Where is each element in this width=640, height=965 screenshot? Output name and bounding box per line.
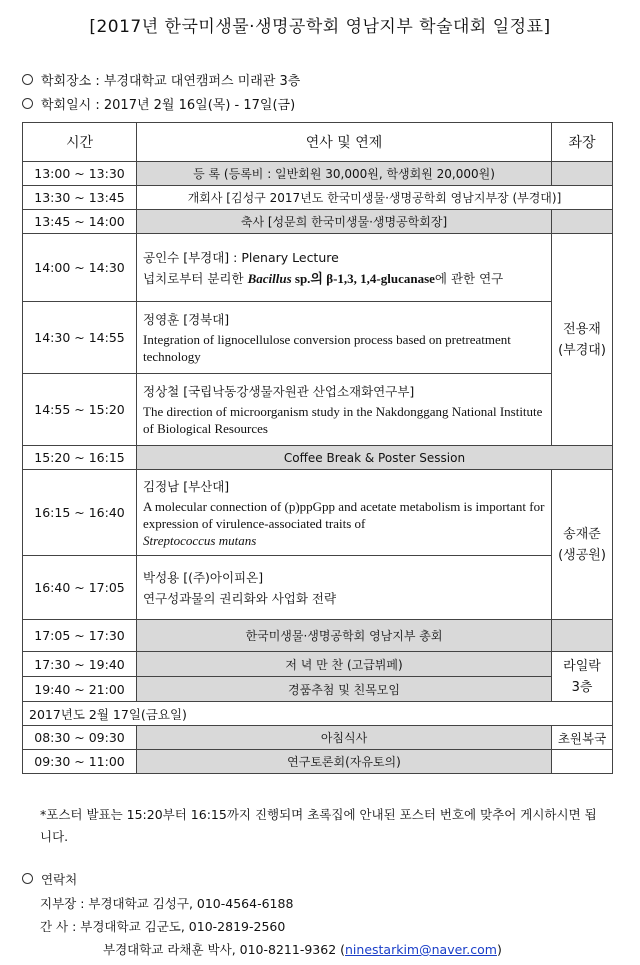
table-row — [23, 726, 613, 750]
table-row — [23, 210, 613, 234]
page-title: [2017년 한국미생물·생명공학회 영남지부 학술대회 일정표] — [89, 17, 551, 37]
dates-line — [22, 94, 295, 113]
venue-floor: 3층 — [571, 679, 593, 695]
venue-text: 학회장소 : 부경대학교 대연캠퍼스 미래관 3층 — [41, 74, 301, 89]
event-cell: 등 록 (등록비 : 일반회원 30,000원, 학생회원 20,000원) — [137, 162, 552, 186]
table-row — [23, 750, 613, 774]
chair-cell: 초원복국 — [552, 726, 613, 750]
contact-line-end: ) — [496, 942, 502, 957]
table-row — [23, 620, 613, 652]
talk-cell — [137, 374, 552, 446]
chair-name: 송재준 — [563, 526, 601, 542]
contact-line-text: 부경대학교 라채훈 박사, 010-8211-9362 ( — [103, 942, 345, 957]
talk-title-italic: Bacillus — [247, 271, 292, 286]
event-cell: 한국미생물·생명공학회 영남지부 총회 — [137, 620, 552, 652]
schedule-table — [22, 122, 613, 774]
chair-cell-empty — [552, 162, 613, 186]
table-row — [23, 446, 613, 470]
contact-heading-text: 연락처 — [41, 872, 78, 887]
venue-line — [22, 70, 300, 89]
talk-title-italic: Streptococcus mutans — [143, 532, 257, 548]
talk-title: Integration of lignocellulose conversion process based on pretreatment technology — [143, 332, 511, 364]
speaker: 김정남 [부산대] — [143, 478, 230, 494]
time-cell: 15:20 ~ 16:15 — [23, 446, 137, 470]
table-row — [23, 186, 613, 210]
chair-name: 전용재 — [563, 321, 601, 337]
table-row — [23, 162, 613, 186]
time-cell: 17:30 ~ 19:40 — [23, 652, 137, 677]
talk-cell — [137, 470, 552, 556]
talk-title — [143, 269, 545, 287]
talk-cell — [137, 556, 552, 620]
contact-heading — [22, 870, 77, 888]
talk-cell — [137, 234, 552, 302]
chair-cell-empty — [552, 620, 613, 652]
event-cell: 저 녁 만 찬 (고급뷔페) — [137, 652, 552, 677]
header-time: 시간 — [23, 123, 137, 162]
table-row — [23, 302, 613, 374]
time-cell: 14:00 ~ 14:30 — [23, 234, 137, 302]
time-cell: 13:45 ~ 14:00 — [23, 210, 137, 234]
chair-cell — [552, 470, 613, 620]
table-row — [23, 652, 613, 677]
event-cell: Coffee Break & Poster Session — [137, 446, 613, 470]
event-cell: 경품추첨 및 친목모임 — [137, 677, 552, 702]
bullet-circle-icon — [22, 98, 33, 109]
chair-cell — [552, 234, 613, 446]
contact-line-secretary: 간 사 : 부경대학교 김군도, 010-2819-2560 — [40, 919, 286, 934]
speaker: 정상철 [국립낙동강생물자원관 산업소재화연구부] — [143, 384, 415, 399]
chair-affiliation: (부경대) — [558, 342, 606, 358]
day-row — [23, 702, 613, 726]
chair-affiliation: (생공원) — [558, 547, 606, 563]
time-cell: 17:05 ~ 17:30 — [23, 620, 137, 652]
talk-title-part: 에 관한 연구 — [434, 271, 504, 286]
table-row — [23, 234, 613, 302]
talk-title: The direction of microorganism study in the Nakdonggang National Institute of Biological Resources — [143, 404, 543, 436]
talk-title: A molecular connection of (p)ppGpp and acetate metabolism is important for expression of virulence-associated traits of — [143, 498, 545, 531]
table-row — [23, 556, 613, 620]
time-cell: 13:00 ~ 13:30 — [23, 162, 137, 186]
event-cell: 연구토론회(자유토의) — [137, 750, 552, 774]
header-chair: 좌장 — [552, 123, 613, 162]
day-heading: 2017년도 2월 17일(금요일) — [23, 702, 613, 726]
talk-title-part: 넙치로부터 분리한 — [143, 271, 248, 286]
time-cell: 09:30 ~ 11:00 — [23, 750, 137, 774]
venue-name: 라일락 — [563, 658, 601, 674]
poster-note: *포스터 발표는 15:20부터 16:15까지 진행되며 초록집에 안내된 포스터 번호에 맞추어 게시하시면 됩니다. — [40, 807, 597, 844]
time-cell: 16:40 ~ 17:05 — [23, 556, 137, 620]
time-cell: 13:30 ~ 13:45 — [23, 186, 137, 210]
contact-line-assistant — [103, 940, 502, 958]
contact-line-president: 지부장 : 부경대학교 김성구, 010-4564-6188 — [40, 896, 294, 911]
chair-cell-empty — [552, 210, 613, 234]
email-link[interactable]: ninestarkim@naver.com — [345, 942, 497, 957]
event-cell: 아침식사 — [137, 726, 552, 750]
speaker: 공인수 [부경대] : Plenary Lecture — [143, 250, 339, 265]
table-row — [23, 677, 613, 702]
dates-text: 학회일시 : 2017년 2월 16일(목) - 17일(금) — [41, 98, 296, 113]
time-cell: 14:55 ~ 15:20 — [23, 374, 137, 446]
chair-cell-empty — [552, 750, 613, 774]
event-cell: 축사 [성문희 한국미생물·생명공학회장] — [137, 210, 552, 234]
event-cell: 개회사 [김성구 2017년도 한국미생물·생명공학회 영남지부장 (부경대)] — [137, 186, 613, 210]
time-cell: 16:15 ~ 16:40 — [23, 470, 137, 556]
speaker: 박성용 [(주)아이피온] — [143, 570, 264, 585]
time-cell: 08:30 ~ 09:30 — [23, 726, 137, 750]
header-row — [23, 123, 613, 162]
table-row — [23, 470, 613, 556]
chair-cell — [552, 652, 613, 702]
table-row — [23, 374, 613, 446]
time-cell: 14:30 ~ 14:55 — [23, 302, 137, 374]
talk-cell — [137, 302, 552, 374]
bullet-circle-icon — [22, 873, 33, 884]
talk-title: 연구성과물의 권리화와 사업화 전략 — [143, 591, 337, 606]
time-cell: 19:40 ~ 21:00 — [23, 677, 137, 702]
bullet-circle-icon — [22, 74, 33, 85]
header-talk: 연사 및 연제 — [137, 123, 552, 162]
talk-title-part: sp.의 β-1,3, 1,4-glucanase — [291, 271, 435, 286]
speaker: 정영훈 [경북대] — [143, 312, 230, 327]
